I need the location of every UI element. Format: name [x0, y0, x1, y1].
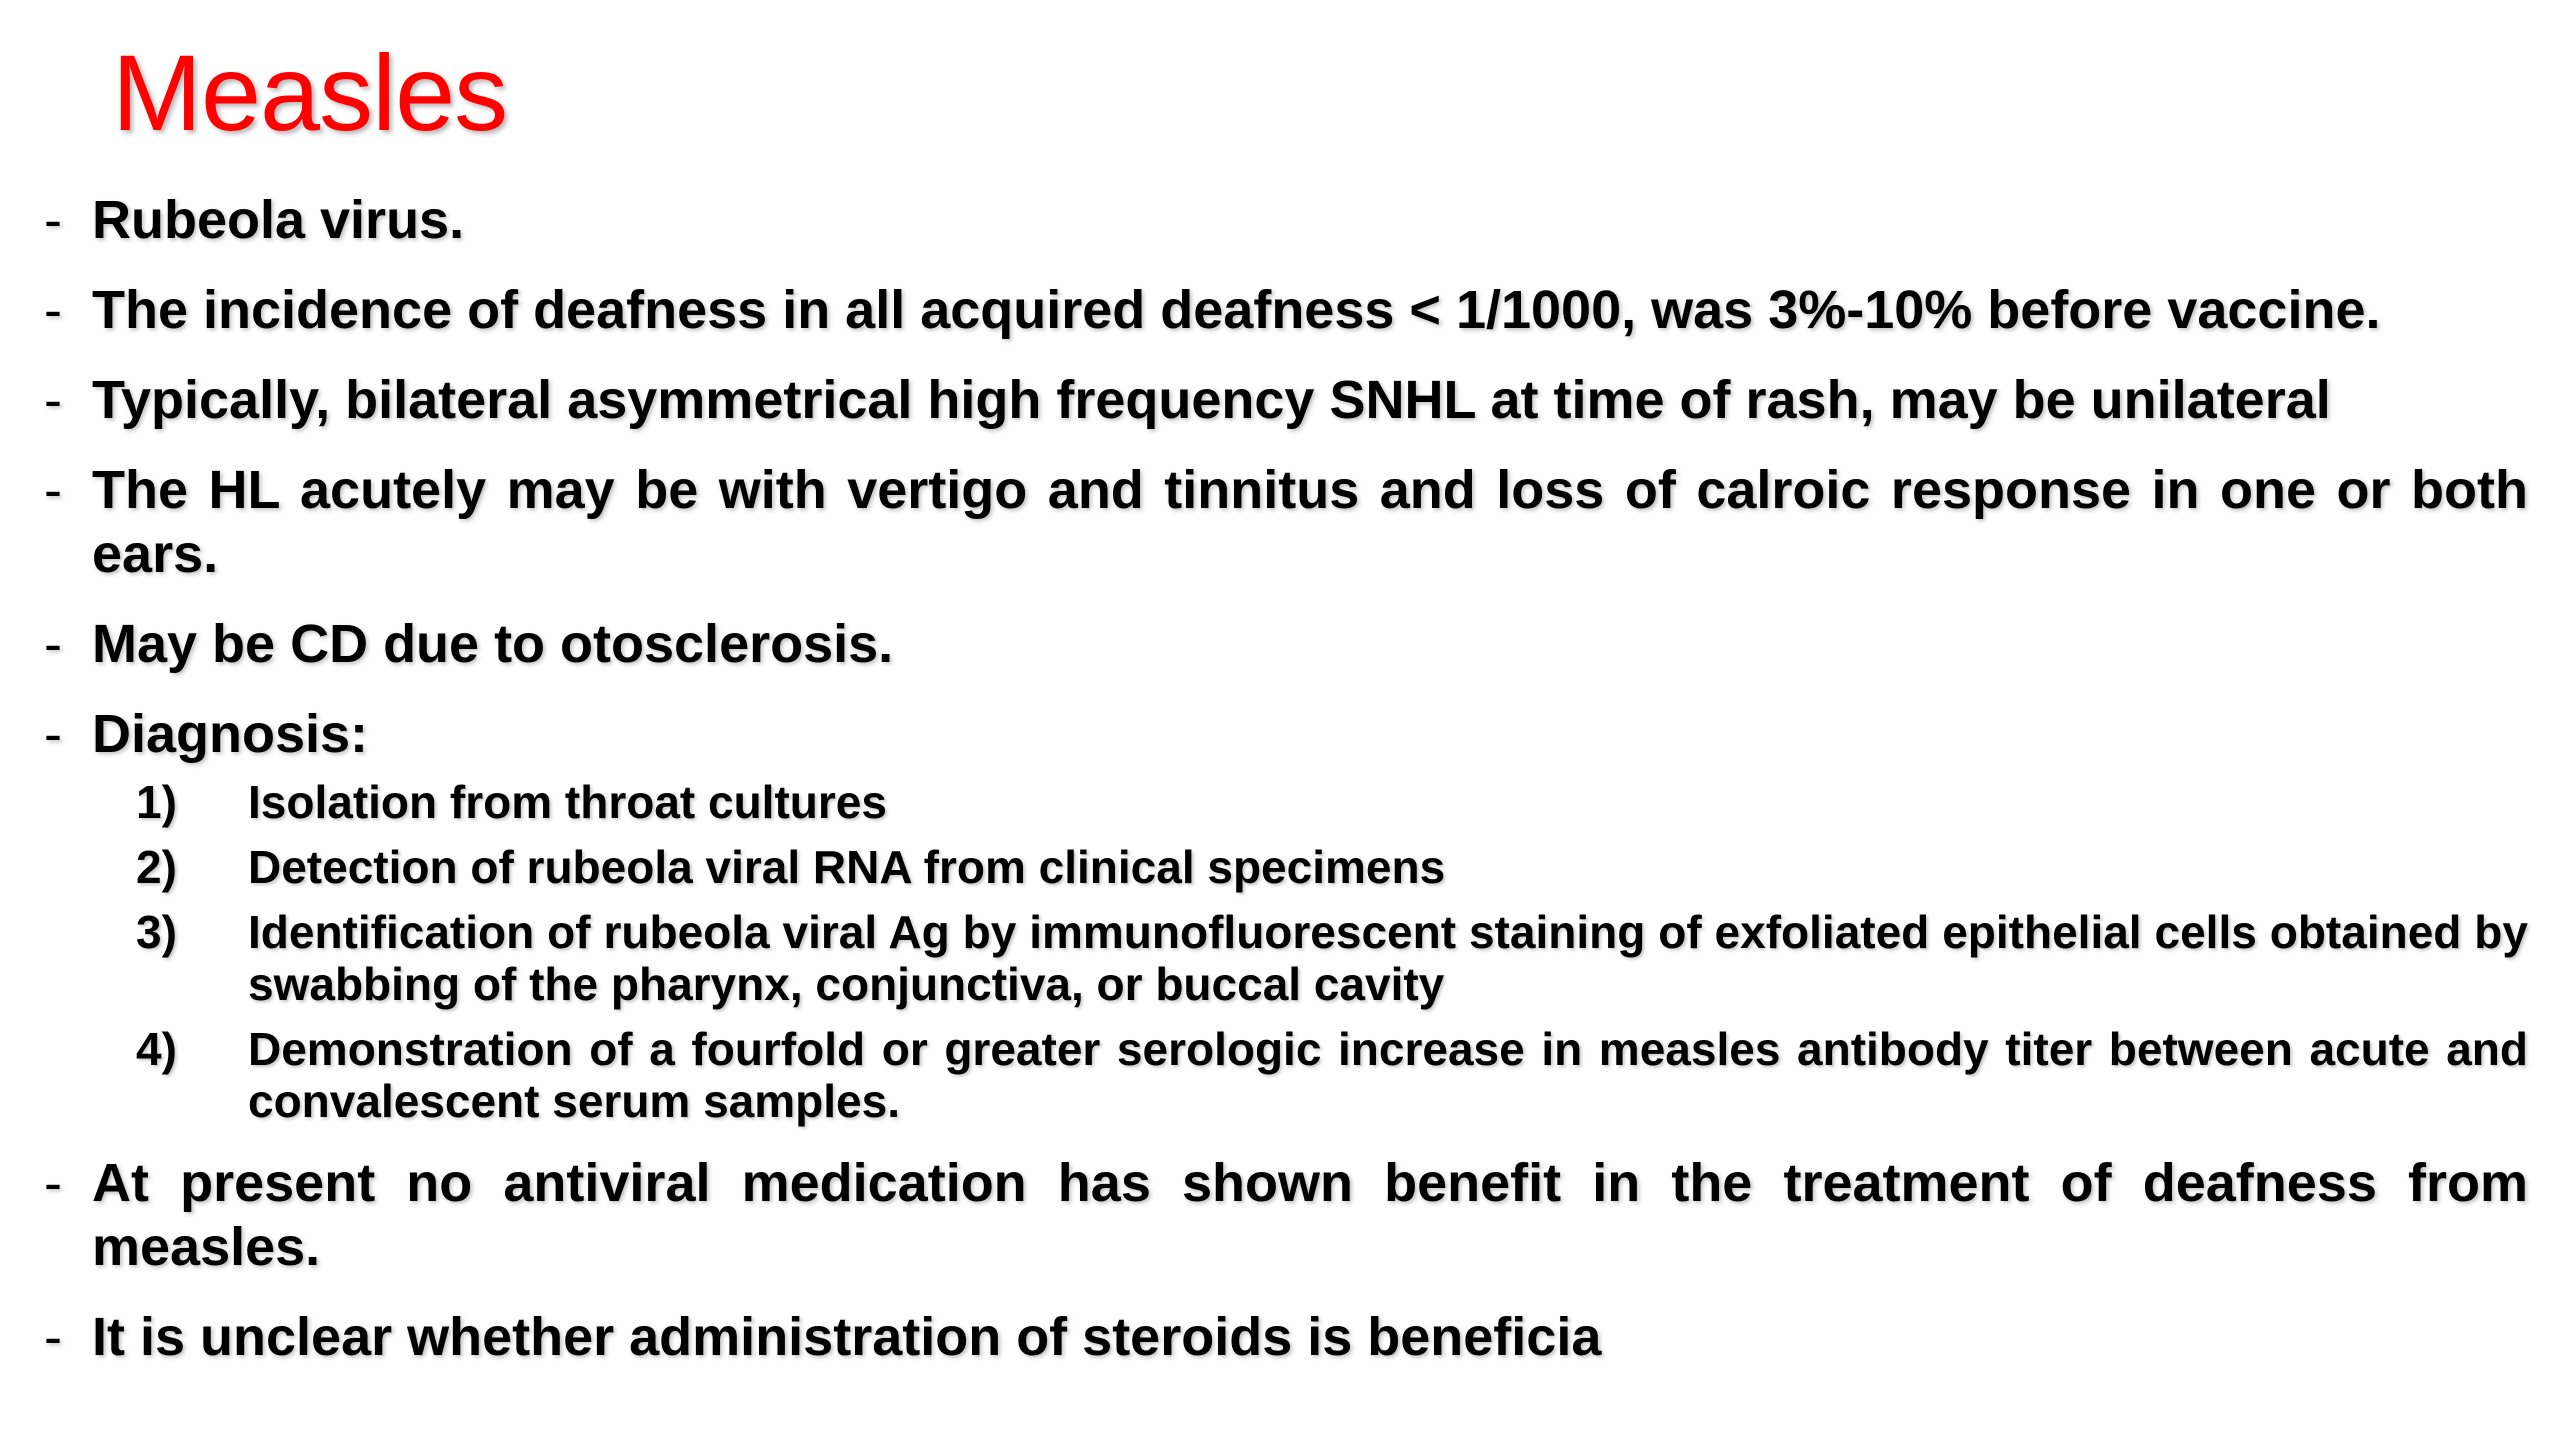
bullet-text: The incidence of deafness in all acquired deafness < 1/1000, was 3%-10% before vaccine.: [92, 280, 2381, 340]
bullet-text: At present no antiviral medication has shown benefit in the treatment of deafness from measles.: [92, 1153, 2528, 1277]
bullet-text: May be CD due to otosclerosis.: [92, 614, 894, 674]
bullet-marker: -: [44, 190, 62, 250]
diagnosis-item: [40, 1023, 2528, 1127]
bullet-text: The HL acutely may be with vertigo and tinnitus and loss of calroic response in one or both ears.: [92, 460, 2528, 584]
bullet-item: [40, 1151, 2528, 1279]
diagnosis-text: Demonstration of a fourfold or greater serologic increase in measles antibody titer between acute and convalescent serum samples.: [248, 1023, 2528, 1127]
diagnosis-text: Detection of rubeola viral RNA from clinical specimens: [248, 841, 1446, 893]
bullet-marker: -: [44, 1307, 62, 1367]
bullet-marker: -: [44, 614, 62, 674]
diagnosis-item: [40, 776, 2528, 828]
diagnosis-number: 1): [136, 776, 177, 828]
bullet-item: [40, 458, 2528, 586]
bullet-text: It is unclear whether administration of steroids is beneficia: [92, 1307, 1602, 1367]
diagnosis-number: 3): [136, 906, 177, 958]
diagnosis-number: 4): [136, 1023, 177, 1075]
bullet-item: [40, 1305, 2528, 1369]
bullet-marker: -: [44, 370, 62, 430]
diagnosis-text: Identification of rubeola viral Ag by immunofluorescent staining of exfoliated epithelial cells obtained by swabbing of the pharynx, conjunctiva, or buccal cavity: [248, 906, 2528, 1010]
bullet-marker: -: [44, 460, 62, 520]
diagnosis-number: 2): [136, 841, 177, 893]
bullet-marker: -: [44, 704, 62, 764]
diagnosis-text: Isolation from throat cultures: [248, 776, 887, 828]
diagnosis-item: [40, 841, 2528, 893]
bullet-text: Typically, bilateral asymmetrical high frequency SNHL at time of rash, may be unilateral: [92, 370, 2331, 430]
bullet-item: [40, 612, 2528, 676]
bullet-marker: -: [44, 1153, 62, 1213]
bullet-text: Rubeola virus.: [92, 190, 465, 250]
bullet-item: [40, 278, 2528, 342]
slide-content: [40, 188, 2528, 1395]
bullet-item: [40, 188, 2528, 252]
bullet-text: Diagnosis:: [92, 704, 369, 764]
bullet-item: [40, 368, 2528, 432]
bullet-marker: -: [44, 280, 62, 340]
diagnosis-item: [40, 906, 2528, 1010]
slide-title: Measles: [112, 32, 508, 153]
diagnosis-list: [40, 776, 2528, 1127]
bullet-item-diagnosis: [40, 702, 2528, 766]
